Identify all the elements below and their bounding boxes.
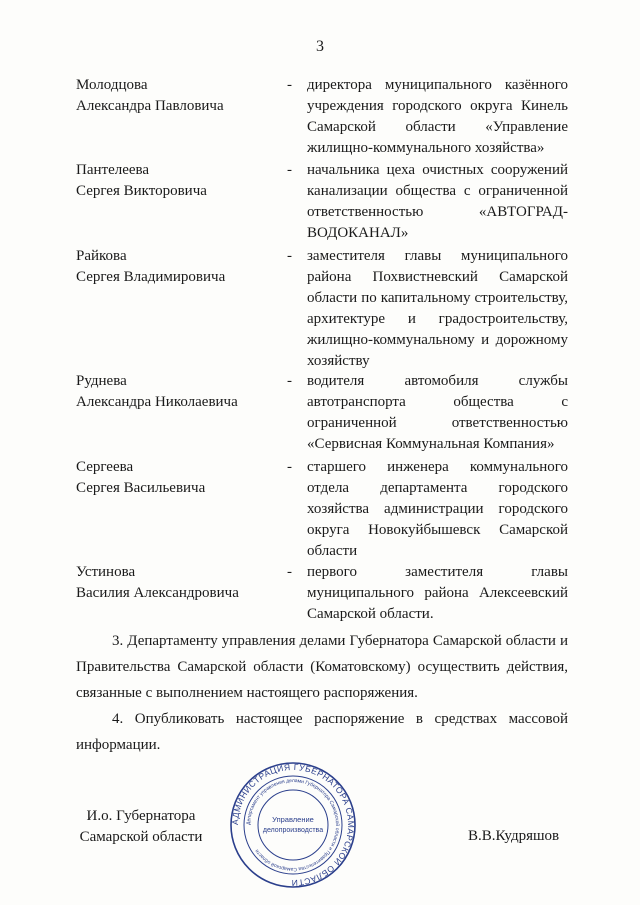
member-description: первого заместителя главы муниципального района Алексеевский Самарской области. [307, 564, 568, 622]
stamp-center-line1: Управление [272, 815, 314, 824]
official-stamp [228, 760, 358, 890]
stamp-center-line2: делопроизводства [262, 827, 324, 834]
member-name: Руднева Александра Николаевича [76, 373, 238, 410]
member-name: Молодцова Александра Павловича [76, 77, 224, 114]
paragraph-3: 3. Департаменту управления делами Губернатора Самарской области и Правительства Самарской области (Коматовскому) осуществить действия, связанные с выполнением настоящего распоряжения. [76, 633, 568, 701]
dash: - [287, 162, 292, 178]
dash: - [287, 77, 292, 93]
member-description: водителя автомобиля службы автотранспорта общества с ограниченной ответственностью «Сервисная Коммунальная Компания» [307, 373, 568, 452]
stamp-middle-ring [244, 776, 342, 874]
page-number: 3 [316, 38, 324, 55]
dash: - [287, 564, 292, 580]
member-description: заместителя главы муниципального района Похвистневский Самарской области по капитальному строительству, архитектуре и градостроительству, жилищно-коммунальному и дорожному хозяйству [307, 248, 568, 369]
member-description: директора муниципального казённого учреждения городского округа Кинель Самарской области «Управление жилищно-коммунального хозяйства» [307, 77, 568, 156]
member-description: начальника цеха очистных сооружений канализации общества с ограниченной ответственностью «АВТОГРАД-ВОДОКАНАЛ» [307, 162, 568, 241]
member-name: Пантелеева Сергея Викторовича [76, 162, 207, 199]
stamp-inner-text: Департамент управления делами Губернатора Самарской области и Правительства Самарской области [245, 777, 341, 873]
dash: - [287, 248, 292, 264]
paragraph-4: 4. Опубликовать настоящее распоряжение в средствах массовой информации. [76, 711, 568, 753]
member-description: старшего инженера коммунального отдела департамента городского хозяйства администрации городского округа Новокуйбышевск Самарской области [307, 459, 568, 559]
member-name: Сергеева Сергея Васильевича [76, 459, 206, 496]
signatory-position: И.о. Губернатора Самарской области [79, 808, 203, 845]
member-name: Устинова Василия Александровича [76, 564, 239, 601]
dash: - [287, 459, 292, 475]
dash: - [287, 373, 292, 389]
member-name: Райкова Сергея Владимировича [76, 248, 226, 285]
stamp-outer-text: АДМИНИСТРАЦИЯ ГУБЕРНАТОРА САМАРСКОЙ ОБЛАСТИ [229, 761, 357, 889]
stamp-inner-ring [258, 790, 328, 860]
signatory-name: В.В.Кудряшов [468, 828, 560, 844]
